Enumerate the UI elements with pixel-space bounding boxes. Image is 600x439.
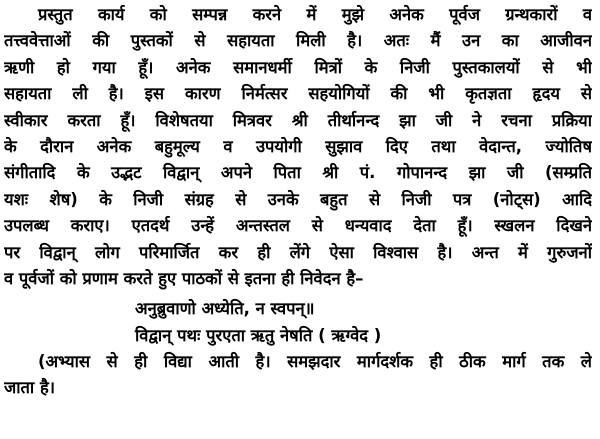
paragraph-line: उपलब्ध कराए। एतदर्थ उन्हें अन्तस्तल से धन्यवाद देता हूँ। स्खलन दिखने	[4, 216, 592, 236]
verse-line-2: विद्वान् पथः पुरएता ऋतु नेषति ( ऋग्वेद )	[135, 325, 382, 345]
paragraph-line: के दौरान अनेक बहुमूल्य व उपयोगी सुझाव दिए तथा वेदान्त, ज्योतिष	[4, 136, 592, 156]
paragraph-line: पर विद्वान् लोग परिमार्जित कर ही लेंगे ऐसा विश्वास है। अन्त में गुरुजनों	[4, 242, 592, 262]
paragraph-line: संगीतादि के उद्भट विद्वान् अपने पिता श्री पं. गोपानन्द झा जी (सम्प्रति	[4, 163, 592, 183]
verse-translation	[4, 349, 592, 402]
paragraph-line: व पूर्वजों को प्रणाम करते हुए पाठकों से इतना ही निवेदन है–	[4, 268, 364, 288]
paragraph-line: ऋणी हो गया हूँ। अनेक समानधर्मी मित्रों के निजी पुस्तकालयों से भी	[4, 57, 592, 77]
paragraph-line: सहायता ली है। इस कारण निर्मत्सर सहयोगियों की भी कृतज्ञता हृदय से	[4, 84, 592, 104]
vedic-verse	[4, 296, 592, 349]
verse-line-1: अनुब्रुवाणो अध्येति, न स्वपन्॥	[135, 299, 315, 319]
paragraph-line: तत्त्ववेत्ताओं की पुस्तकों से सहायता मिली है। अतः मैं उन का आजीवन	[4, 31, 592, 51]
preface-paragraph	[4, 2, 592, 292]
translation-line: (अभ्यास से ही विद्या आती है। समझदार मार्गदर्शक ही ठीक मार्ग तक ले	[38, 352, 592, 372]
paragraph-line: यशः शेष) के निजी संग्रह से उनके बहुत से निजी पत्र (नोट्स) आदि	[4, 189, 592, 209]
paragraph-line: प्रस्तुत कार्य को सम्पन्न करने में मुझे अनेक पूर्वज ग्रन्थकारों व	[38, 5, 592, 24]
translation-line: जाता है।	[4, 378, 55, 398]
paragraph-line: स्वीकार करता हूँ। विशेषतया मित्रवर श्री तीर्थानन्द झा जी ने रचना प्रक्रिया	[4, 110, 592, 130]
